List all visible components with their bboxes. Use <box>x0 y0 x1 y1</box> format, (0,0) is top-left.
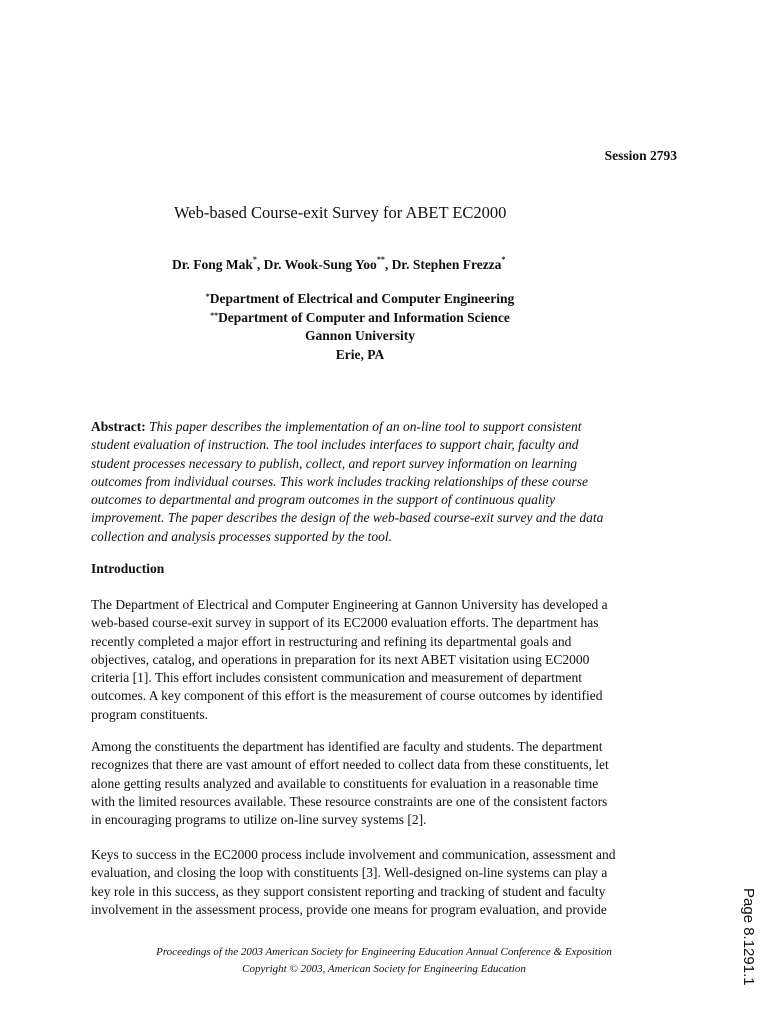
paper-title: Web-based Course-exit Survey for ABET EC2000 <box>174 203 507 222</box>
author-separator: , <box>384 257 392 272</box>
abstract-label: Abstract: <box>91 419 146 434</box>
footer-proceedings: Proceedings of the 2003 American Society for Engineering Education Annual Conference & Exposition <box>156 946 612 958</box>
paragraph-line: objectives, catalog, and operations in preparation for its next ABET visitation using EC2000 <box>91 651 590 667</box>
affiliations <box>0 290 720 364</box>
affiliation-mark: ** <box>376 255 385 264</box>
affiliation-mark: * <box>205 292 210 301</box>
paragraph-line: involvement in the assessment process, provide one means for program evaluation, and provide <box>91 901 607 917</box>
author-name: Dr. Wook-Sung Yoo <box>263 257 377 272</box>
author-name: Dr. Fong Mak <box>172 257 253 272</box>
paragraph-line: criteria [1]. This effort includes consistent communication and measurement of department <box>91 670 582 686</box>
abstract-line: outcomes to departmental and program outcomes in the support of continuous quality <box>91 492 556 508</box>
paragraph-line: web-based course-exit survey in support of its EC2000 evaluation efforts. The department has <box>91 615 599 631</box>
paragraph-line: Keys to success in the EC2000 process include involvement and communication, assessment and <box>91 847 616 862</box>
paragraph-line: outcomes. A key component of this effort is the measurement of course outcomes by identified <box>91 688 603 704</box>
page-number: Page 8.1291.1 <box>740 888 757 986</box>
abstract-line: improvement. The paper describes the design of the web-based course-exit survey and the data <box>91 510 604 526</box>
abstract-text: This paper describes the implementation of an on-line tool to support consistent <box>145 419 582 434</box>
abstract <box>91 418 691 546</box>
affiliation-line <box>0 290 720 309</box>
author-list <box>172 257 505 273</box>
university-name: Gannon University <box>305 328 415 343</box>
affiliation-mark: ** <box>210 310 219 320</box>
department-name: Department of Computer and Information Science <box>218 309 510 325</box>
affiliation-mark: * <box>501 255 506 264</box>
paragraph-line: The Department of Electrical and Computer Engineering at Gannon University has developed a <box>91 597 608 612</box>
abstract-line <box>91 418 691 436</box>
paragraph-line: alone getting results analyzed and available to constituents for evaluation in a reasonable time <box>91 775 599 791</box>
abstract-line: outcomes from individual courses. This work includes tracking relationships of these course <box>91 473 588 489</box>
section-heading: Introduction <box>91 561 165 576</box>
paragraph-line: with the limited resources available. These resource constraints are one of the consistent factors <box>91 793 608 809</box>
session-number: Session 2793 <box>604 148 677 163</box>
paragraph <box>91 596 691 724</box>
paragraph-line: key role in this success, as they support consistent reporting and tracking of student and faculty <box>91 883 606 899</box>
department-name: Department of Electrical and Computer Engineering <box>209 291 515 306</box>
abstract-line: student processes necessary to publish, collect, and report survey information on learning <box>91 455 578 471</box>
author-separator: , <box>256 257 264 272</box>
affiliation-mark: * <box>252 255 257 264</box>
paragraph <box>91 738 691 829</box>
abstract-line: student evaluation of instruction. The tool includes interfaces to support chair, faculty and <box>91 437 579 453</box>
paragraph-line: recently completed a major effort in restructuring and refining its departmental goals and <box>91 633 572 649</box>
author-name: Dr. Stephen Frezza <box>391 257 502 272</box>
university-location: Erie, PA <box>335 346 385 362</box>
affiliation-line <box>0 309 720 328</box>
footer-copyright: Copyright © 2003, American Society for Engineering Education <box>242 963 526 975</box>
paragraph-line: evaluation, and closing the loop with constituents [3]. Well-designed on-line systems can play a <box>91 865 608 881</box>
paragraph <box>91 846 691 919</box>
paragraph-line: in encouraging programs to utilize on-line survey systems [2]. <box>91 812 427 828</box>
paragraph-line: Among the constituents the department has identified are faculty and students. The department <box>91 739 603 754</box>
page-footer <box>0 944 768 978</box>
paragraph-line: program constituents. <box>91 706 208 722</box>
abstract-line: collection and analysis processes supported by the tool. <box>91 528 392 544</box>
paragraph-line: recognizes that there are vast amount of effort needed to collect data from these constituents, let <box>91 757 609 773</box>
